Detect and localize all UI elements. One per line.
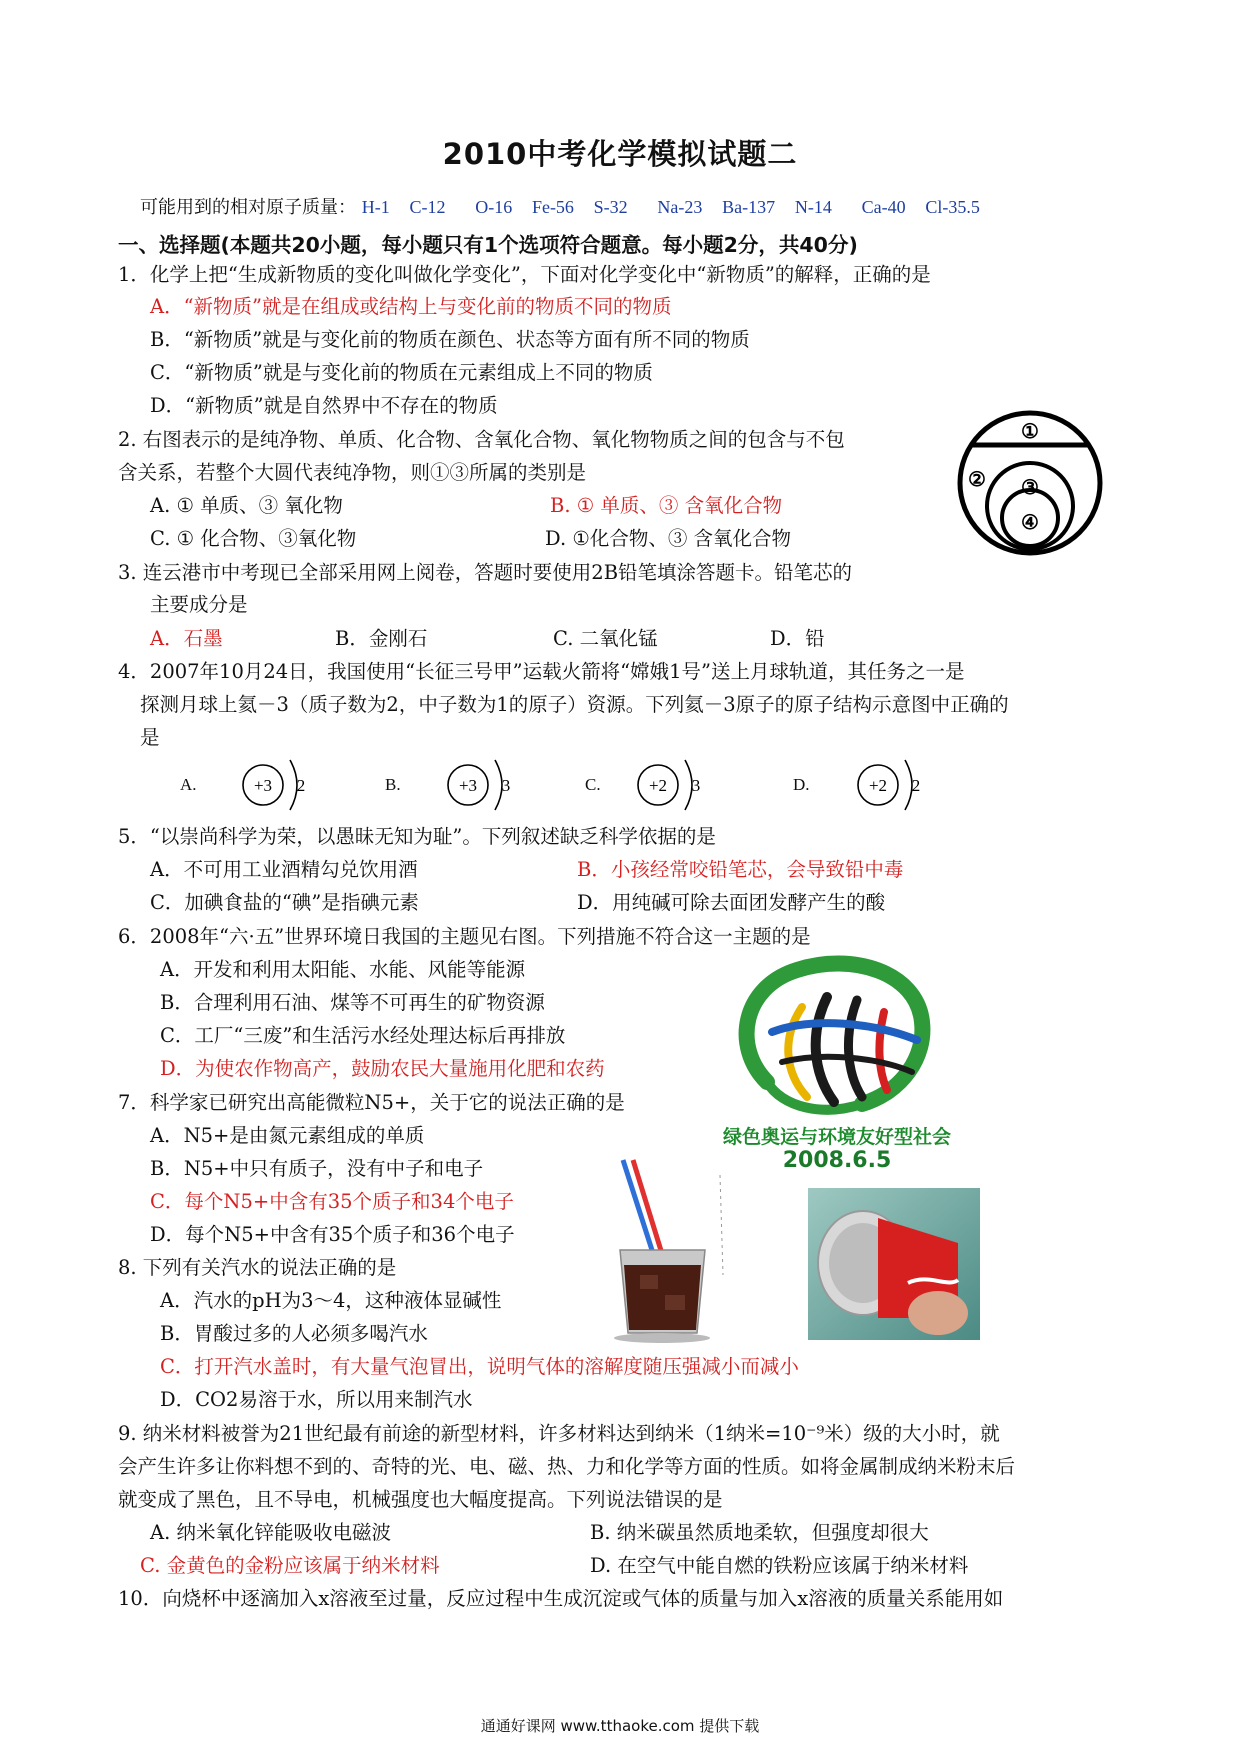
svg-text:+2: +2 — [868, 776, 888, 795]
q6-option-a: A．开发和利用太阳能、水能、风能等能源 — [160, 958, 526, 981]
mass-s: S-32 — [593, 197, 628, 217]
atom-option-b-diagram — [445, 755, 535, 815]
soda-glass-photo — [605, 1155, 740, 1345]
q2-option-d: D. ①化合物、③ 含氧化合物 — [545, 527, 792, 550]
q1-option-a: A．“新物质”就是在组成或结构上与变化前的物质不同的物质 — [150, 295, 672, 318]
q5-stem: 5．“以崇尚科学为荣，以愚昧无知为耻”。下列叙述缺乏科学依据的是 — [118, 825, 716, 848]
atom-diagrams — [175, 755, 935, 815]
q8-option-b: B．胃酸过多的人必须多喝汽水 — [160, 1322, 428, 1345]
q6-option-c: C．工厂“三废”和生活污水经处理达标后再排放 — [160, 1024, 566, 1047]
mass-na: Na-23 — [657, 197, 703, 217]
q7-option-b: B．N5+中只有质子，没有中子和电子 — [150, 1157, 484, 1180]
masses-label: 可能用到的相对原子质量： — [140, 197, 356, 218]
q3-option-c: C. 二氧化锰 — [553, 627, 658, 650]
label-2: ② — [968, 469, 986, 491]
q7-option-c: C．每个N5+中含有35个质子和34个电子 — [150, 1190, 514, 1213]
q1-option-b: B．“新物质”就是与变化前的物质在颜色、状态等方面有所不同的物质 — [150, 328, 750, 351]
q9-stem-3: 就变成了黑色，且不导电，机械强度也大幅度提高。下列说法错误的是 — [118, 1488, 723, 1511]
q1-option-d: D．“新物质”就是自然界中不存在的物质 — [150, 394, 498, 417]
q1-stem: 1．化学上把“生成新物质的变化叫做化学变化”，下面对化学变化中“新物质”的解释，正确的是 — [118, 263, 931, 286]
mass-cl: Cl-35.5 — [925, 197, 980, 217]
mass-ba: Ba-137 — [722, 197, 776, 217]
q5-option-b: B．小孩经常咬铅笔芯，会导致铅中毒 — [577, 858, 904, 881]
label-3: ③ — [1021, 477, 1039, 499]
atom-option-c-label: C. — [585, 775, 601, 794]
q4-stem-2: 探测月球上氦－3（质子数为2，中子数为1的原子）资源。下列氦－3原子的原子结构示意图中正确的 — [140, 693, 1009, 716]
q9-option-a: A. 纳米氧化锌能吸收电磁波 — [150, 1521, 391, 1544]
globe-emblem-icon — [712, 952, 962, 1132]
circle-region-3 — [987, 463, 1073, 549]
logo-date: 2008.6.5 — [782, 1148, 892, 1173]
q2-stem-2: 含关系，若整个大圆代表纯净物，则①③所属的类别是 — [118, 461, 587, 484]
q8-option-d: D．CO2易溶于水，所以用来制汽水 — [160, 1388, 473, 1411]
svg-text:2: 2 — [911, 776, 921, 795]
q3-stem-2: 主要成分是 — [150, 593, 248, 616]
q8-option-a: A．汽水的pH为3～4，这种液体显碱性 — [160, 1289, 502, 1312]
q8-option-c: C．打开汽水盖时，有大量气泡冒出，说明气体的溶解度随压强减小而减小 — [160, 1355, 799, 1378]
q9-stem-2: 会产生许多让你料想不到的、奇特的光、电、磁、热、力和化学等方面的性质。如将金属制成纳米粉末后 — [118, 1455, 1016, 1478]
svg-text:2: 2 — [296, 776, 306, 795]
q4-stem-3: 是 — [140, 726, 160, 749]
svg-text:3: 3 — [691, 776, 701, 795]
section-heading: 一、选择题(本题共20小题，每小题只有1个选项符合题意。每小题2分，共40分) — [118, 233, 858, 257]
q10-stem: 10．向烧杯中逐滴加入x溶液至过量，反应过程中生成沉淀或气体的质量与加入x溶液的质量关系能用如 — [118, 1587, 1004, 1610]
q3-option-d: D．铅 — [770, 627, 825, 650]
q4-stem-1: 4．2007年10月24日，我国使用“长征三号甲”运载火箭将“嫦娥1号”送上月球轨道，其任务之一是 — [118, 660, 965, 683]
atomic-masses — [140, 193, 994, 219]
svg-text:3: 3 — [501, 776, 511, 795]
mass-c: C-12 — [409, 197, 446, 217]
q2-option-a: A. ① 单质、③ 氧化物 — [150, 494, 343, 517]
atom-option-d-diagram — [855, 755, 945, 815]
environment-day-logo — [712, 952, 962, 1182]
atom-option-a-label: A. — [180, 775, 197, 794]
logo-slogan: 绿色奥运与环境友好型社会 — [722, 1126, 951, 1148]
q9-option-c: C. 金黄色的金粉应该属于纳米材料 — [140, 1554, 440, 1577]
svg-text:+2: +2 — [648, 776, 668, 795]
mass-o: O-16 — [475, 197, 513, 217]
q3-option-a: A．石墨 — [150, 627, 223, 650]
q9-stem-1: 9. 纳米材料被誉为21世纪最有前途的新型材料，许多材料达到纳米（1纳米=10⁻⁹米）级的大小时，就 — [118, 1422, 1000, 1445]
q2-stem-1: 2. 右图表示的是纯净物、单质、化合物、含氧化合物、氧化物物质之间的包含与不包 — [118, 428, 845, 451]
q9-option-b: B. 纳米碳虽然质地柔软，但强度却很大 — [590, 1521, 929, 1544]
q2-option-c: C. ① 化合物、③氧化物 — [150, 527, 357, 550]
nested-circles-diagram — [955, 408, 1105, 558]
q8-stem: 8. 下列有关汽水的说法正确的是 — [118, 1256, 397, 1279]
atom-option-c-diagram — [635, 755, 725, 815]
svg-text:+3: +3 — [253, 776, 273, 795]
q5-option-c: C．加碘食盐的“碘”是指碘元素 — [150, 891, 419, 914]
q7-option-d: D．每个N5+中含有35个质子和36个电子 — [150, 1223, 515, 1246]
atom-option-a-diagram — [240, 755, 330, 815]
q7-stem: 7．科学家已研究出高能微粒N5+，关于它的说法正确的是 — [118, 1091, 625, 1114]
q2-option-b: B. ① 单质、③ 含氧化合物 — [550, 494, 783, 517]
q7-option-a: A．N5+是由氮元素组成的单质 — [150, 1124, 425, 1147]
label-1: ① — [1021, 421, 1039, 443]
atom-option-d-label: D. — [793, 775, 810, 794]
mass-h: H-1 — [361, 197, 390, 217]
q3-stem-1: 3. 连云港市中考现已全部采用网上阅卷，答题时要使用2B铅笔填涂答题卡。铅笔芯的 — [118, 561, 853, 584]
q6-option-b: B．合理利用石油、煤等不可再生的矿物资源 — [160, 991, 545, 1014]
label-4: ④ — [1021, 512, 1039, 534]
page-footer: 通通好课网 www.tthaoke.com 提供下载 — [480, 1717, 760, 1735]
q6-option-d: D．为使农作物高产，鼓励农民大量施用化肥和农药 — [160, 1057, 605, 1080]
q5-option-d: D．用纯碱可除去面团发酵产生的酸 — [577, 891, 886, 914]
mass-ca: Ca-40 — [861, 197, 906, 217]
svg-text:+3: +3 — [458, 776, 478, 795]
atom-option-b-label: B. — [385, 775, 401, 794]
q1-option-c: C．“新物质”就是与变化前的物质在元素组成上不同的物质 — [150, 361, 653, 384]
q3-option-b: B．金刚石 — [335, 627, 428, 650]
mass-fe: Fe-56 — [531, 197, 574, 217]
q6-stem: 6．2008年“六·五”世界环境日我国的主题见右图。下列措施不符合这一主题的是 — [118, 925, 811, 948]
q5-option-a: A．不可用工业酒精勾兑饮用酒 — [150, 858, 418, 881]
page-title: 2010中考化学模拟试题二 — [442, 137, 798, 171]
mass-n: N-14 — [794, 197, 832, 217]
soda-can-photo — [808, 1188, 980, 1340]
q9-option-d: D. 在空气中能自燃的铁粉应该属于纳米材料 — [590, 1554, 969, 1577]
